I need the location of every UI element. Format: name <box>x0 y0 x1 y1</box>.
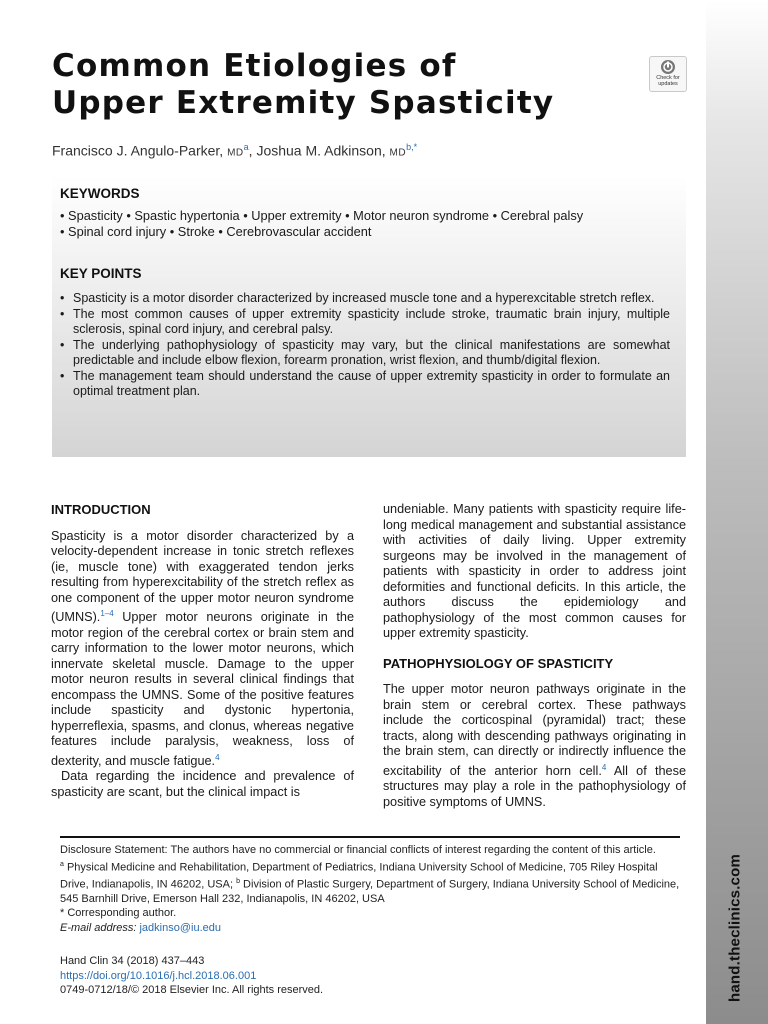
keywords-line: • Spinal cord injury • Stroke • Cerebrovascular accident <box>60 223 372 239</box>
badge-text-line-2: updates <box>658 81 678 87</box>
introduction-paragraph-1 <box>51 529 354 770</box>
citation-block <box>60 954 323 998</box>
affiliations <box>60 858 685 907</box>
doi-link[interactable]: https://doi.org/10.1016/j.hcl.2018.06.001 <box>60 969 257 982</box>
author-2-degree: MD <box>389 147 407 159</box>
journal-site-url[interactable]: hand.theclinics.com <box>726 854 744 1002</box>
corresponding-author: * Corresponding author. <box>60 907 177 920</box>
email-line <box>60 921 685 936</box>
badge-text-line-1: Check for <box>656 75 680 81</box>
author-list <box>52 142 417 159</box>
footnote-divider <box>60 836 680 838</box>
affiliation-a: Physical Medicine and Rehabilitation, Department of Pediatrics, Indiana University School of Medicine, 705 Riley Hospital Drive, Indianapolis, IN 46202, USA; <box>60 861 658 891</box>
key-point-item: • Spasticity is a motor disorder characterized by increased muscle tone and a hyperexcitable stretch reflex. <box>60 291 670 307</box>
patho-text: The upper motor neuron pathways originate in the brain stem or cerebral cortex. These pathways include the corticospinal (pyramidal) tract; these tracts, along with descending pathways originating in the brain stem, can directly or indirectly influence the excitability of the anterior horn cell. <box>383 682 686 778</box>
body-column-left <box>51 502 354 800</box>
author-2-name: Joshua M. Adkinson, <box>256 142 390 159</box>
intro-text: Spasticity is a motor disorder characterized by a velocity-dependent increase in tonic stretch reflexes (ie, muscle tone) with exaggerated tendon jerks resulting from hyperexcitability of the stretch reflex as one component of the upper motor neuron syndrome (UMNS). <box>51 528 354 625</box>
journal-citation: Hand Clin 34 (2018) 437–443 <box>60 955 205 967</box>
affiliation-b: Division of Plastic Surgery, Department of Surgery, Indiana University School of Medicine, 545 Barnhill Drive, Emerson Hall 232, Indianapolis, IN 46202, USA <box>60 878 680 905</box>
title-line-2: Upper Extremity Spasticity <box>52 85 555 121</box>
intro-text: Upper motor neurons originate in the motor region of the cerebral cortex or brain stem and carry information to the lower motor neurons, which innervate skeletal muscle. Damage to the upper motor neuron results in several clinical findings that encompass the UMNS. Some of the positive features include spasticity and dystonic hypertonia, hyperreflexia, spasms, and clonus, whereas negative features include paralysis, weakness, loss of dexterity, and muscle fatigue. <box>51 610 354 768</box>
introduction-paragraph-2: Data regarding the incidence and prevalence of spasticity are scant, but the clinical impact is <box>51 769 354 799</box>
check-updates-icon <box>660 59 676 75</box>
disclosure-statement: Disclosure Statement: The authors have no commercial or financial conflicts of interest regarding the content of this article. <box>60 844 656 856</box>
key-point-item: • The most common causes of upper extremity spasticity include stroke, traumatic brain injury, multiple sclerosis, spinal cord injury, and cerebral palsy. <box>60 307 670 338</box>
issn-copyright: 0749-0712/18/© 2018 Elsevier Inc. All rights reserved. <box>60 984 324 996</box>
keywords-heading: KEYWORDS <box>60 186 140 201</box>
affiliation-mark-b: b <box>236 877 240 885</box>
citation-ref-link[interactable]: 4 <box>601 762 607 772</box>
key-point-item: • The management team should understand the cause of upper extremity spasticity in order to formulate an optimal treatment plan. <box>60 369 670 400</box>
title-line-1: Common Etiologies of <box>52 48 457 84</box>
author-1-affiliation-mark[interactable]: a <box>243 142 249 152</box>
affiliation-mark-a: a <box>60 860 64 868</box>
key-points-heading: KEY POINTS <box>60 266 142 281</box>
citation-ref-link[interactable]: 4 <box>215 752 220 762</box>
patho-text: All of these structures may play a role in the pathophysiology of positive symptoms of UMNS. <box>383 763 687 809</box>
author-1-name: Francisco J. Angulo-Parker, <box>52 142 228 159</box>
author-2-affiliation-mark[interactable]: b,* <box>406 142 418 152</box>
article-title <box>52 48 652 122</box>
keywords-line: • Spasticity • Spastic hypertonia • Upper extremity • Motor neuron syndrome • Cerebral palsy <box>60 208 584 223</box>
check-for-updates-badge[interactable] <box>649 56 687 92</box>
introduction-paragraph-2-continued: undeniable. Many patients with spasticity require life-long medical management and substantial assistance with activities of daily living. Upper extremity surgeons may be involved in the management of patients with spasticity in order to address joint deformities and functional deficits. In this article, the authors discuss the epidemiology and pathophysiology of the most common causes for upper extremity spasticity. <box>383 502 686 640</box>
footnotes <box>60 843 685 935</box>
keywords-list <box>60 208 680 239</box>
introduction-heading: INTRODUCTION <box>51 502 151 517</box>
pathophysiology-heading: PATHOPHYSIOLOGY OF SPASTICITY <box>383 655 614 671</box>
author-separator: , <box>248 142 257 159</box>
citation-ref-link[interactable]: 1–4 <box>100 609 114 618</box>
author-1-degree: MD <box>227 147 244 159</box>
email-link[interactable]: jadkinso@iu.edu <box>139 921 221 934</box>
email-label: E-mail address: <box>60 921 140 934</box>
pathophysiology-paragraph-1 <box>383 682 686 810</box>
key-points-list <box>60 291 670 400</box>
body-column-right <box>383 502 686 810</box>
key-point-item: • The underlying pathophysiology of spasticity may vary, but the clinical manifestations are somewhat predictable and include elbow flexion, forearm pronation, wrist flexion, and thumb/digital flexion. <box>60 338 670 369</box>
